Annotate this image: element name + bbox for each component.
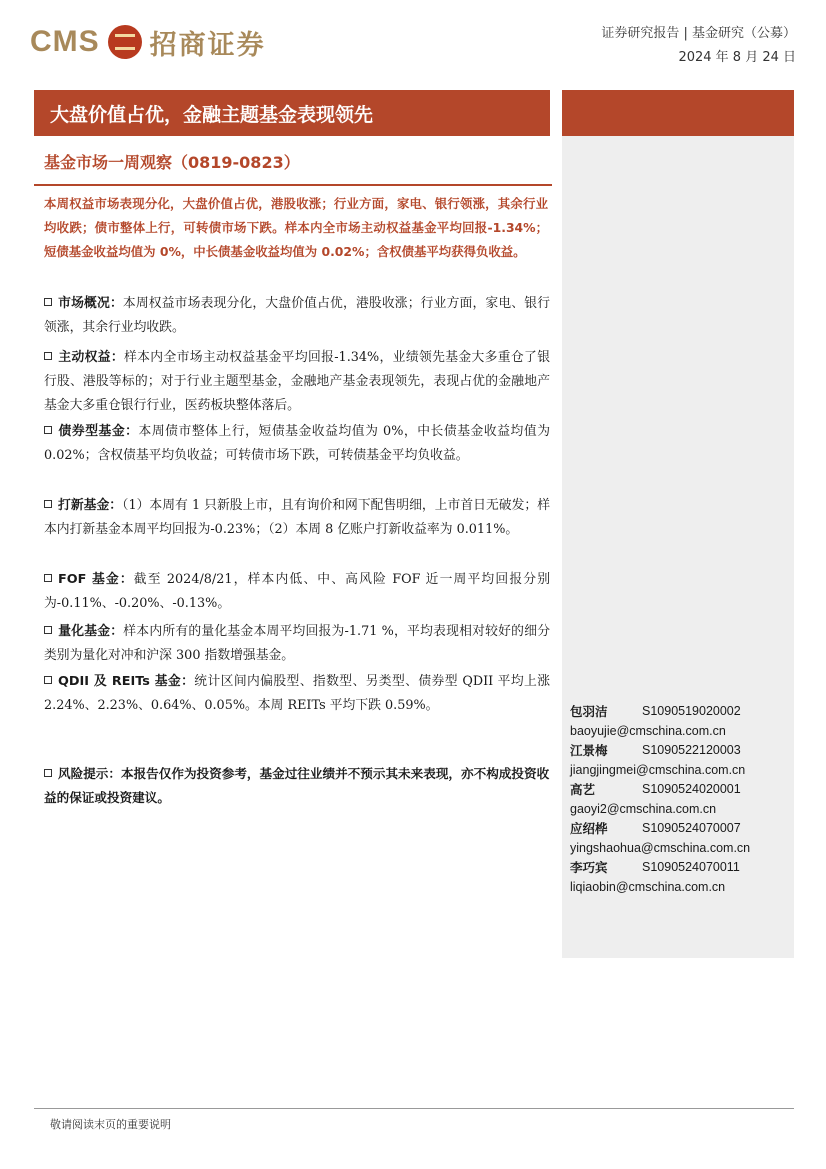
bullet-label: QDII 及 REITs 基金： <box>58 674 195 689</box>
bullet-active-equity <box>44 346 550 418</box>
bullet-text: 截至 2024/8/21，样本内低、中、高风险 FOF 近一周平均回报分别为-0.11%、-0.20%、-0.13%。 <box>44 572 550 611</box>
bullet-quant-funds <box>44 620 550 668</box>
logo-company-name: 招商证券 <box>149 29 266 61</box>
report-type: 证券研究报告 | 基金研究（公募） <box>601 26 796 41</box>
analyst-email[interactable]: liqiaobin@cmschina.com.cn <box>570 879 726 894</box>
bullet-label: 主动权益： <box>58 350 125 365</box>
report-date: 2024 年 8 月 24 日 <box>678 50 796 65</box>
report-subtitle: 基金市场一周观察（0819-0823） <box>44 153 300 172</box>
analyst-entry <box>570 702 790 741</box>
analyst-name: 高艺 <box>570 782 596 797</box>
bullet-market-overview <box>44 292 550 340</box>
analyst-entry <box>570 741 790 780</box>
bullet-ipo-funds <box>44 494 550 542</box>
analyst-name: 应绍桦 <box>570 821 608 836</box>
bullet-text: 统计区间内偏股型、指数型、另类型、债券型 QDII 平均上涨 2.24%、2.23%、0.64%、0.05%。本周 REITs 平均下跌 0.59%。 <box>44 674 550 713</box>
analyst-name: 江景梅 <box>570 743 608 758</box>
bullet-label: 债券型基金： <box>58 424 139 439</box>
checkbox-square-icon <box>44 676 52 684</box>
analyst-entry <box>570 780 790 819</box>
summary-paragraph: 本周权益市场表现分化，大盘价值占优，港股收涨；行业方面，家电、银行领涨，其余行业均收跌；债市整体上行，可转债市场下跌。样本内全市场主动权益基金平均回报-1.34%；短债基金收益均值为 0%，中长债基金收益均值为 0.02%；含权债基平均获得负收益。 <box>44 196 548 259</box>
risk-warning <box>44 762 550 810</box>
analyst-email[interactable]: yingshaohua@cmschina.com.cn <box>570 840 751 855</box>
analyst-entry <box>570 858 790 897</box>
bullet-fof-funds <box>44 568 550 616</box>
checkbox-square-icon <box>44 298 52 306</box>
subtitle-divider <box>34 184 552 186</box>
checkbox-square-icon <box>44 426 52 434</box>
risk-label: 风险提示： <box>58 766 121 781</box>
analyst-list <box>570 702 790 897</box>
analyst-entry <box>570 819 790 858</box>
analyst-license: S1090524070011 <box>642 860 740 874</box>
analyst-license: S1090524070007 <box>642 821 741 835</box>
checkbox-square-icon <box>44 769 52 777</box>
bullet-qdii-reits <box>44 670 550 718</box>
analyst-email[interactable]: jiangjingmei@cmschina.com.cn <box>570 762 746 777</box>
bullet-label: 打新基金： <box>58 498 123 513</box>
bullet-text: 本周权益市场表现分化，大盘价值占优，港股收涨；行业方面，家电、银行领涨，其余行业均收跌。 <box>44 296 551 335</box>
analyst-license: S1090524020001 <box>642 782 741 796</box>
logo-seal-icon <box>108 25 142 59</box>
report-meta <box>601 22 796 70</box>
bullet-text: 样本内所有的量化基金本周平均回报为-1.71 %，平均表现相对较好的细分类别为量化对冲和沪深 300 指数增强基金。 <box>44 624 551 663</box>
analyst-license: S1090519020002 <box>642 704 741 718</box>
bullet-text: （1）本周有 1 只新股上市，且有询价和网下配售明细，上市首日无破发；样本内打新基金本周平均回报为-0.23%；（2）本周 8 亿账户打新收益率为 0.011%。 <box>44 498 550 537</box>
report-title: 大盘价值占优，金融主题基金表现领先 <box>50 104 374 126</box>
bullet-bond-funds <box>44 420 550 468</box>
checkbox-square-icon <box>44 574 52 582</box>
analyst-name: 包羽洁 <box>570 704 608 719</box>
logo-cms-text: CMS <box>30 25 100 58</box>
analyst-email[interactable]: baoyujie@cmschina.com.cn <box>570 723 726 738</box>
footer-divider <box>34 1108 794 1109</box>
bullet-text: 样本内全市场主动权益基金平均回报-1.34%，业绩领先基金大多重仓了银行股、港股等标的；对于行业主题型基金，金融地产基金表现领先，表现占优的金融地产基金大多重仓银行行业，医药板块整体落后。 <box>44 350 550 413</box>
sidebar-banner <box>562 90 794 136</box>
checkbox-square-icon <box>44 352 52 360</box>
checkbox-square-icon <box>44 626 52 634</box>
bullet-label: 量化基金： <box>58 624 124 639</box>
bullet-label: FOF 基金： <box>58 572 134 587</box>
bullet-text: 本周债市整体上行，短债基金收益均值为 0%，中长债基金收益均值为 0.02%；含权债基平均负收益；可转债市场下跌，可转债基金平均负收益。 <box>44 424 550 463</box>
bullet-label: 市场概况： <box>58 296 123 311</box>
company-logo <box>30 22 266 62</box>
analyst-email[interactable]: gaoyi2@cmschina.com.cn <box>570 801 717 816</box>
risk-text: 本报告仅作为投资参考，基金过往业绩并不预示其未来表现，亦不构成投资收益的保证或投资建议。 <box>44 766 550 805</box>
analyst-name: 李巧宾 <box>570 860 608 875</box>
analyst-license: S1090522120003 <box>642 743 741 757</box>
checkbox-square-icon <box>44 500 52 508</box>
footer-note: 敬请阅读末页的重要说明 <box>50 1118 171 1131</box>
